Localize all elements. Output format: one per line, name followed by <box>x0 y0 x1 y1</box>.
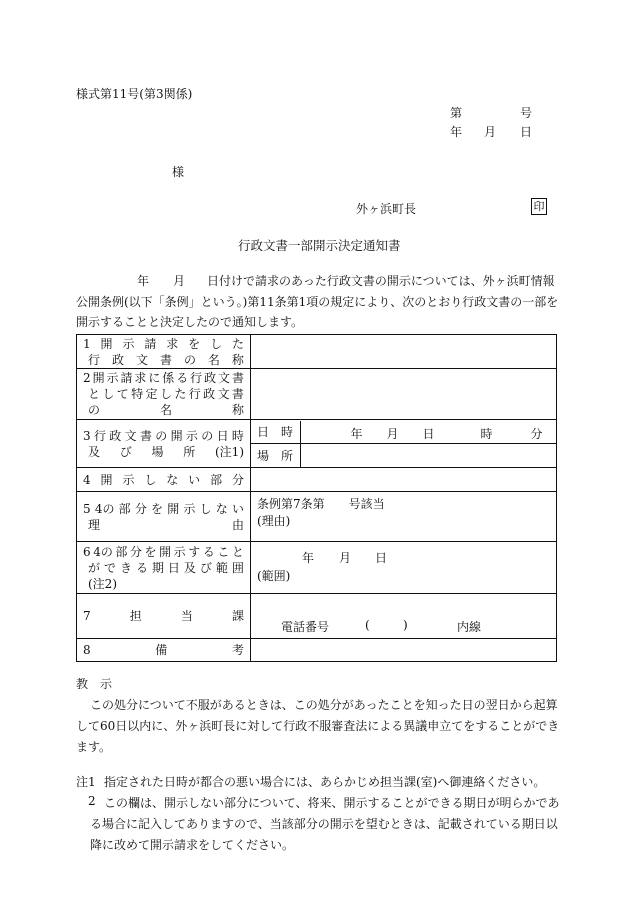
char: が <box>88 560 101 575</box>
char: き <box>119 560 132 575</box>
char: の <box>155 428 168 443</box>
char: い <box>188 472 201 487</box>
reason-label: (理由) <box>257 514 291 528</box>
char: と <box>231 544 244 559</box>
extension-label: 内線 <box>457 620 482 634</box>
char: 示 <box>185 428 198 443</box>
char: 開 <box>100 336 113 351</box>
row2-label <box>77 369 251 420</box>
row3-value <box>251 420 557 468</box>
datetime-value <box>300 421 556 444</box>
char: を <box>151 501 164 516</box>
phone-label: 電話番号 <box>281 620 330 634</box>
dt-minute: 分 <box>530 426 543 441</box>
char: 行 <box>88 352 101 367</box>
doc-number-suffix: 号 <box>520 106 533 120</box>
place-value <box>300 444 556 467</box>
row2-value <box>251 369 557 420</box>
row1-label <box>77 335 251 369</box>
intro-line1: 日付けで請求のあった行政文書の開示については、外ヶ浜町情報 <box>207 274 555 288</box>
char: (注1) <box>215 444 244 459</box>
char: 書 <box>159 352 172 367</box>
table-row <box>77 468 557 492</box>
row8-line1 <box>83 642 244 658</box>
row2-line3 <box>83 402 244 418</box>
row-number: 4 <box>83 472 91 487</box>
char: る <box>135 560 148 575</box>
char: と <box>88 387 101 401</box>
row5-value <box>251 492 557 542</box>
char: 範 <box>215 560 228 575</box>
row3-line1 <box>83 428 244 444</box>
date-month: 月 <box>339 551 352 565</box>
char: 分 <box>129 544 142 559</box>
char: 政 <box>203 387 216 401</box>
dt-day: 日 <box>422 426 435 441</box>
char: 政 <box>111 352 124 367</box>
char: 4の <box>93 544 113 559</box>
char: 開 <box>167 501 180 516</box>
char: 4の <box>94 501 115 516</box>
row7-value <box>251 594 557 639</box>
char: 文 <box>135 352 148 367</box>
char: び <box>119 444 132 459</box>
char: の <box>88 403 101 417</box>
range-label: (範囲) <box>257 569 291 583</box>
row-number: 7 <box>83 609 91 623</box>
row4-line1 <box>83 472 244 488</box>
char: の <box>201 428 214 443</box>
char: 分 <box>134 501 147 516</box>
note2-line2: る場合に記入してありますので、当該部分の開示を望むときは、記載されている期日以 <box>90 817 558 831</box>
char: 政 <box>109 428 122 443</box>
disclosure-table <box>76 334 557 662</box>
row3-line2 <box>83 444 244 460</box>
char: 分 <box>231 472 244 487</box>
dt-month: 月 <box>386 426 399 441</box>
instruction-line2: して60日以内に、外ヶ浜町長に対して行政不服審査法による異議申立てをすることができ <box>76 719 560 733</box>
char: 特 <box>131 387 144 401</box>
char: 請 <box>120 371 133 385</box>
row-number: 5 <box>83 501 91 516</box>
seal-box: 印 <box>531 198 547 215</box>
char: し <box>199 501 212 516</box>
paren-open: ( <box>365 618 370 632</box>
char: 部 <box>115 544 128 559</box>
char: 示 <box>122 336 135 351</box>
char: 及 <box>183 560 196 575</box>
row4-value <box>251 468 557 492</box>
row6-line3 <box>83 576 244 592</box>
char: 求 <box>134 371 147 385</box>
instruction-heading: 教 示 <box>76 677 113 691</box>
addressee-suffix: 様 <box>172 165 185 179</box>
form-number: 様式第11号(第3関係) <box>76 87 193 101</box>
char: な <box>215 501 228 516</box>
char: 理 <box>88 517 101 532</box>
table-row <box>77 420 557 468</box>
row4-label <box>77 468 251 492</box>
char: 部 <box>210 472 223 487</box>
char: 示 <box>106 371 119 385</box>
char: 行 <box>188 387 201 401</box>
note-ref: (注2) <box>88 576 117 591</box>
row6-value <box>251 542 557 594</box>
char: 称 <box>231 352 244 367</box>
char: 定 <box>145 387 158 401</box>
row7-line1 <box>83 608 244 624</box>
char: 日 <box>167 560 180 575</box>
row1-value <box>251 335 557 369</box>
table-row <box>77 335 557 369</box>
char: 考 <box>231 643 244 657</box>
char: を <box>188 336 201 351</box>
char: 文 <box>124 428 137 443</box>
char: る <box>176 371 189 385</box>
paren-close: ) <box>403 618 408 632</box>
char: 開 <box>100 472 113 487</box>
char: 当 <box>180 609 193 623</box>
char: 文 <box>218 371 231 385</box>
row-number: 1 <box>83 336 91 351</box>
datetime-label: 日 時 <box>251 421 300 444</box>
note2-line3: 降に改めて開示請求をしてください。 <box>90 838 295 852</box>
instruction-line3: ます。 <box>76 740 112 754</box>
char: る <box>202 544 215 559</box>
row8-label <box>77 639 251 662</box>
row-number: 3 <box>83 428 91 443</box>
row1-line1 <box>83 336 244 352</box>
row2-line1 <box>83 370 244 386</box>
row-number: 2 <box>83 371 91 385</box>
row6-line2 <box>83 560 244 576</box>
char: 文 <box>217 387 230 401</box>
char: 場 <box>151 444 164 459</box>
date-day: 日 <box>520 125 533 139</box>
table-row <box>77 542 557 594</box>
row-number: 6 <box>83 544 91 559</box>
char: 求 <box>166 336 179 351</box>
char: た <box>231 336 244 351</box>
note1-label: 注1 <box>76 775 96 789</box>
place-row <box>251 444 556 467</box>
datetime-place-subtable <box>251 421 556 467</box>
char: 行 <box>190 371 203 385</box>
char: し <box>210 336 223 351</box>
table-row <box>77 492 557 542</box>
table-row <box>77 594 557 639</box>
char: 請 <box>144 336 157 351</box>
char: い <box>231 501 244 516</box>
intro-line3: 開示することと決定したので通知します。 <box>76 315 304 329</box>
char: て <box>116 387 129 401</box>
char: 開 <box>170 428 183 443</box>
char: す <box>188 544 201 559</box>
row6-label <box>77 542 251 594</box>
char: 係 <box>162 371 175 385</box>
char: 書 <box>231 371 244 385</box>
dt-year: 年 <box>350 426 363 441</box>
char: 時 <box>231 428 244 443</box>
char: び <box>199 560 212 575</box>
char: こ <box>217 544 230 559</box>
char: 称 <box>231 403 244 417</box>
row8-value <box>251 639 557 662</box>
char: 囲 <box>231 560 244 575</box>
char: し <box>102 387 115 401</box>
char: 課 <box>231 609 244 623</box>
row5-line2 <box>83 517 244 533</box>
char: し <box>159 387 172 401</box>
datetime-row <box>251 421 556 444</box>
date-year: 年 <box>450 125 463 139</box>
char: 名 <box>207 352 220 367</box>
char: し <box>144 472 157 487</box>
char: 担 <box>129 609 142 623</box>
doc-number-prefix: 第 <box>450 106 463 120</box>
date-month: 月 <box>484 125 497 139</box>
char: 開 <box>159 544 172 559</box>
place-label: 場 所 <box>251 444 300 467</box>
char: を <box>144 544 157 559</box>
row5-line1 <box>83 501 244 517</box>
char: 所 <box>183 444 196 459</box>
article-reference: 条例第7条第 号該当 <box>257 497 385 511</box>
char: 期 <box>151 560 164 575</box>
intro-year: 年 <box>137 274 150 288</box>
intro-month: 月 <box>173 274 186 288</box>
char: 由 <box>231 517 244 532</box>
dt-hour: 時 <box>480 426 493 441</box>
row1-line2 <box>83 352 244 368</box>
char: の <box>183 352 196 367</box>
char: 政 <box>204 371 217 385</box>
char: 書 <box>231 387 244 401</box>
char: 示 <box>173 544 186 559</box>
note1-text: 指定された日時が都合の悪い場合には、あらかじめ担当課(室)へ御連絡ください。 <box>104 775 546 789</box>
row6-line1 <box>83 544 244 560</box>
char: 示 <box>183 501 196 516</box>
date-year: 年 <box>302 551 315 565</box>
char: 備 <box>155 643 168 657</box>
row-number: 8 <box>83 643 91 657</box>
note2-line1: この欄は、開示しない部分について、将来、開示することができる期日が明らかであ <box>104 796 560 810</box>
char: 開 <box>92 371 105 385</box>
document-title: 行政文書一部開示決定通知書 <box>238 238 401 253</box>
issuer-name: 外ヶ浜町長 <box>356 202 417 216</box>
char: 名 <box>159 403 172 417</box>
char: 及 <box>88 444 101 459</box>
table-row <box>77 639 557 662</box>
char: 示 <box>122 472 135 487</box>
char: 書 <box>139 428 152 443</box>
char: に <box>148 371 161 385</box>
char: 行 <box>93 428 106 443</box>
row5-label <box>77 492 251 542</box>
row7-label <box>77 594 251 639</box>
char: で <box>103 560 116 575</box>
row2-line2 <box>83 386 244 402</box>
row3-label <box>77 420 251 468</box>
char: 日 <box>216 428 229 443</box>
note2-label: 2 <box>88 794 96 808</box>
date-day: 日 <box>375 551 388 565</box>
char: 部 <box>118 501 131 516</box>
table-row <box>77 369 557 420</box>
instruction-line1: この処分について不服があるときは、この処分があったことを知った日の翌日から起算 <box>90 698 558 712</box>
intro-line2: 公開条例(以下「条例」という。)第11条第1項の規定により、次のとおり行政文書の一部を <box>76 295 559 309</box>
char: な <box>166 472 179 487</box>
char: た <box>174 387 187 401</box>
